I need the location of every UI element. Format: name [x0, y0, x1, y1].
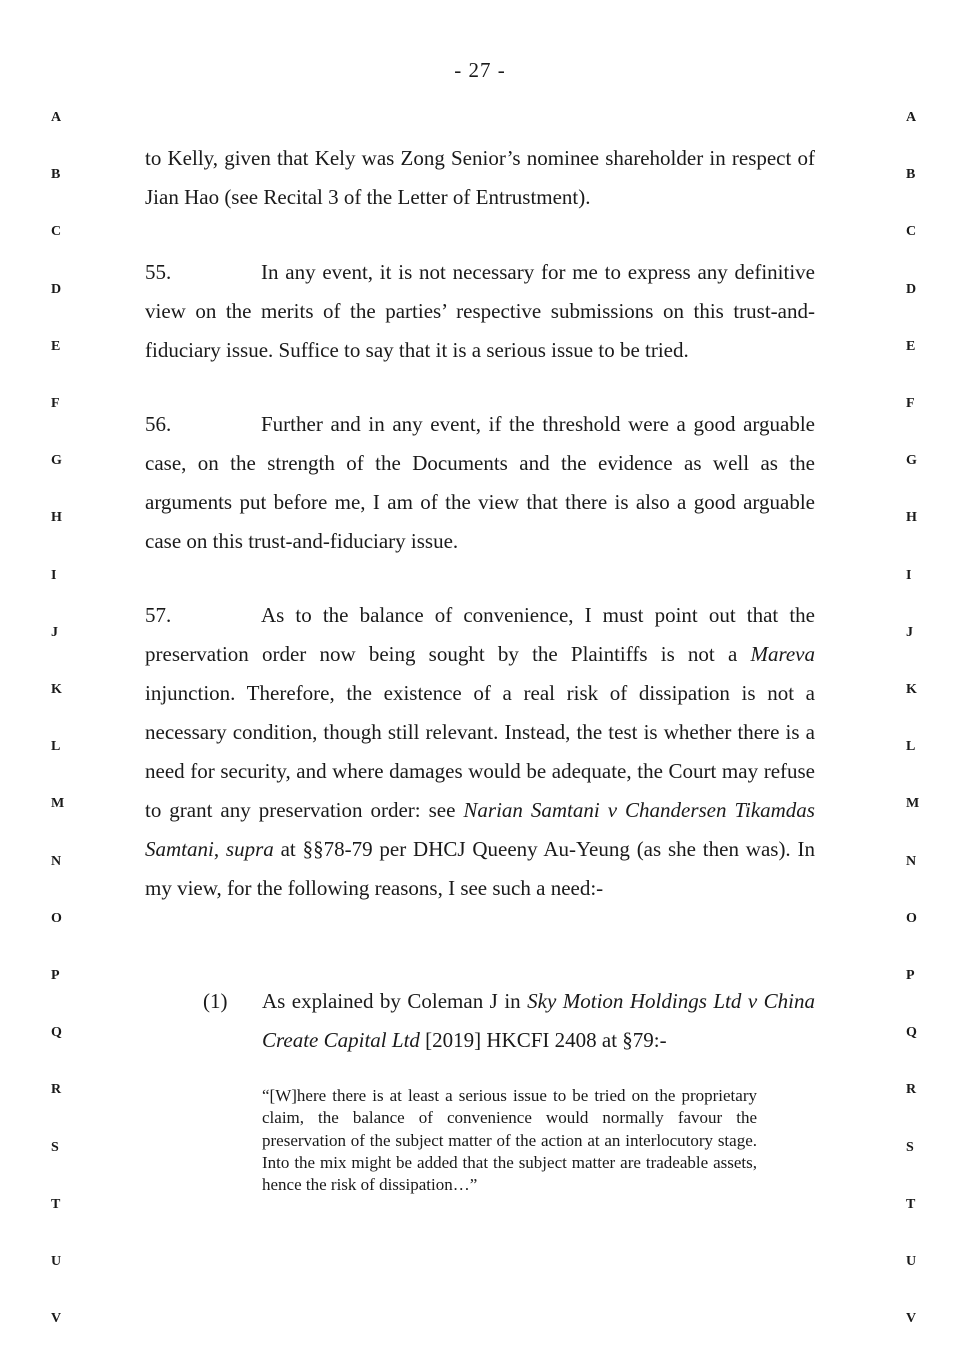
paragraph-text: at §§78-79 per DHCJ Queeny Au-Yeung (as she then was). In my view, for the following reasons, I see such a need:-: [145, 837, 815, 900]
margin-letter-right: A: [906, 110, 917, 125]
margin-letter-left: I: [51, 567, 57, 583]
paragraph-number: 55.: [145, 260, 172, 284]
margin-letter-right: S: [906, 1139, 914, 1155]
paragraph-number: 57.: [145, 603, 172, 627]
margin-letter-right: U: [906, 1254, 917, 1269]
continuation-text: to Kelly, given that Kely was Zong Senior’s nominee shareholder in respect of Jian Hao (see Recital 3 of the Letter of Entrustment).: [145, 146, 815, 209]
margin-letter-right: N: [906, 853, 917, 869]
supra: supra: [225, 837, 274, 861]
margin-letter-left: B: [51, 167, 61, 183]
margin-letter-right: F: [906, 396, 915, 411]
margin-letter-right: L: [906, 739, 916, 755]
margin-letter-left: V: [51, 1311, 62, 1327]
margin-letter-left: N: [51, 853, 62, 869]
margin-letter-right: B: [906, 167, 916, 183]
margin-letter-left: C: [51, 224, 62, 240]
margin-letter-left: U: [51, 1254, 62, 1269]
paragraph-57: [145, 596, 815, 908]
margin-letter-right: G: [906, 453, 917, 469]
margin-letter-left: G: [51, 453, 62, 469]
margin-letter-right: I: [906, 567, 912, 583]
margin-letter-right: R: [906, 1082, 917, 1098]
margin-letter-left: E: [51, 338, 61, 354]
paragraph-text: injunction. Therefore, the existence of a real risk of dissipation is not a necessary condition, though still relevant. Instead, the test is whether there is a need for security, and where damages would be adequate, the Court may refuse to grant any preservation order: see: [145, 681, 815, 822]
margin-letter-right: H: [906, 510, 917, 526]
margin-letter-right: M: [906, 796, 920, 812]
margin-letter-right: T: [906, 1196, 916, 1212]
margin-letter-left: P: [51, 968, 60, 983]
subparagraph-text: As explained by Coleman J in: [262, 989, 528, 1013]
margin-letter-left: L: [51, 739, 61, 755]
margin-letter-left: F: [51, 396, 60, 411]
block-quote: “[W]here there is at least a serious issue to be tried on the proprietary claim, the balance of convenience would normally favour the preservation of the subject matter of the action at an interlocutory stage. Into the mix might be added that the subject matter are tradeable assets, hence the risk of dissipation…”: [262, 1086, 757, 1195]
comma: ,: [213, 837, 226, 861]
paragraph-text: Further and in any event, if the threshold were a good arguable case, on the strength of the Documents and the evidence as well as the arguments put before me, I am of the view that there is also a good arguable case on this trust-and-fiduciary issue.: [145, 412, 815, 553]
margin-letter-right: D: [906, 281, 917, 297]
margin-letter-left: Q: [51, 1025, 62, 1041]
paragraph-number: 56.: [145, 412, 172, 436]
margin-letter-left: S: [51, 1139, 59, 1155]
margin-letter-left: H: [51, 510, 62, 526]
margin-letter-left: A: [51, 110, 62, 125]
margin-letter-left: K: [51, 682, 62, 697]
margin-letter-right: Q: [906, 1025, 917, 1041]
margin-letter-right: V: [906, 1311, 917, 1327]
page-number: - 27 -: [454, 58, 506, 82]
margin-letter-right: C: [906, 224, 917, 240]
margin-letter-left: T: [51, 1196, 61, 1212]
margin-letter-right: K: [906, 682, 917, 697]
margin-letter-left: O: [51, 910, 62, 926]
margin-letter-right: O: [906, 910, 917, 926]
margin-letter-left: J: [51, 624, 58, 640]
case-citation: Sky Motion Holdings Ltd v China Create Capital Ltd: [262, 989, 815, 1052]
paragraph-55: [145, 253, 815, 370]
margin-letter-left: D: [51, 281, 62, 297]
paragraph-text: In any event, it is not necessary for me to express any definitive view on the merits of the parties’ respective submissions on this trust-and-fiduciary issue. Suffice to say that it is a serious issue to be tried.: [145, 260, 815, 362]
subparagraph-text: [2019] HKCFI 2408 at §79:-: [419, 1028, 667, 1052]
margin-letter-left: M: [51, 796, 65, 812]
margin-letter-right: P: [906, 968, 915, 983]
case-citation: Narian Samtani v Chandersen Tikamdas Samtani: [145, 798, 815, 861]
subparagraph-1: [262, 982, 815, 1060]
subparagraph-label: (1): [203, 989, 228, 1013]
paragraph-text: As to the balance of convenience, I must point out that the preservation order now being sought by the Plaintiffs is not a: [145, 603, 815, 666]
margin-letter-right: J: [906, 624, 913, 640]
margin-letter-right: E: [906, 338, 916, 354]
margin-letter-left: R: [51, 1082, 62, 1098]
case-name-mareva: Mareva: [750, 642, 815, 666]
paragraph-56: [145, 405, 815, 561]
